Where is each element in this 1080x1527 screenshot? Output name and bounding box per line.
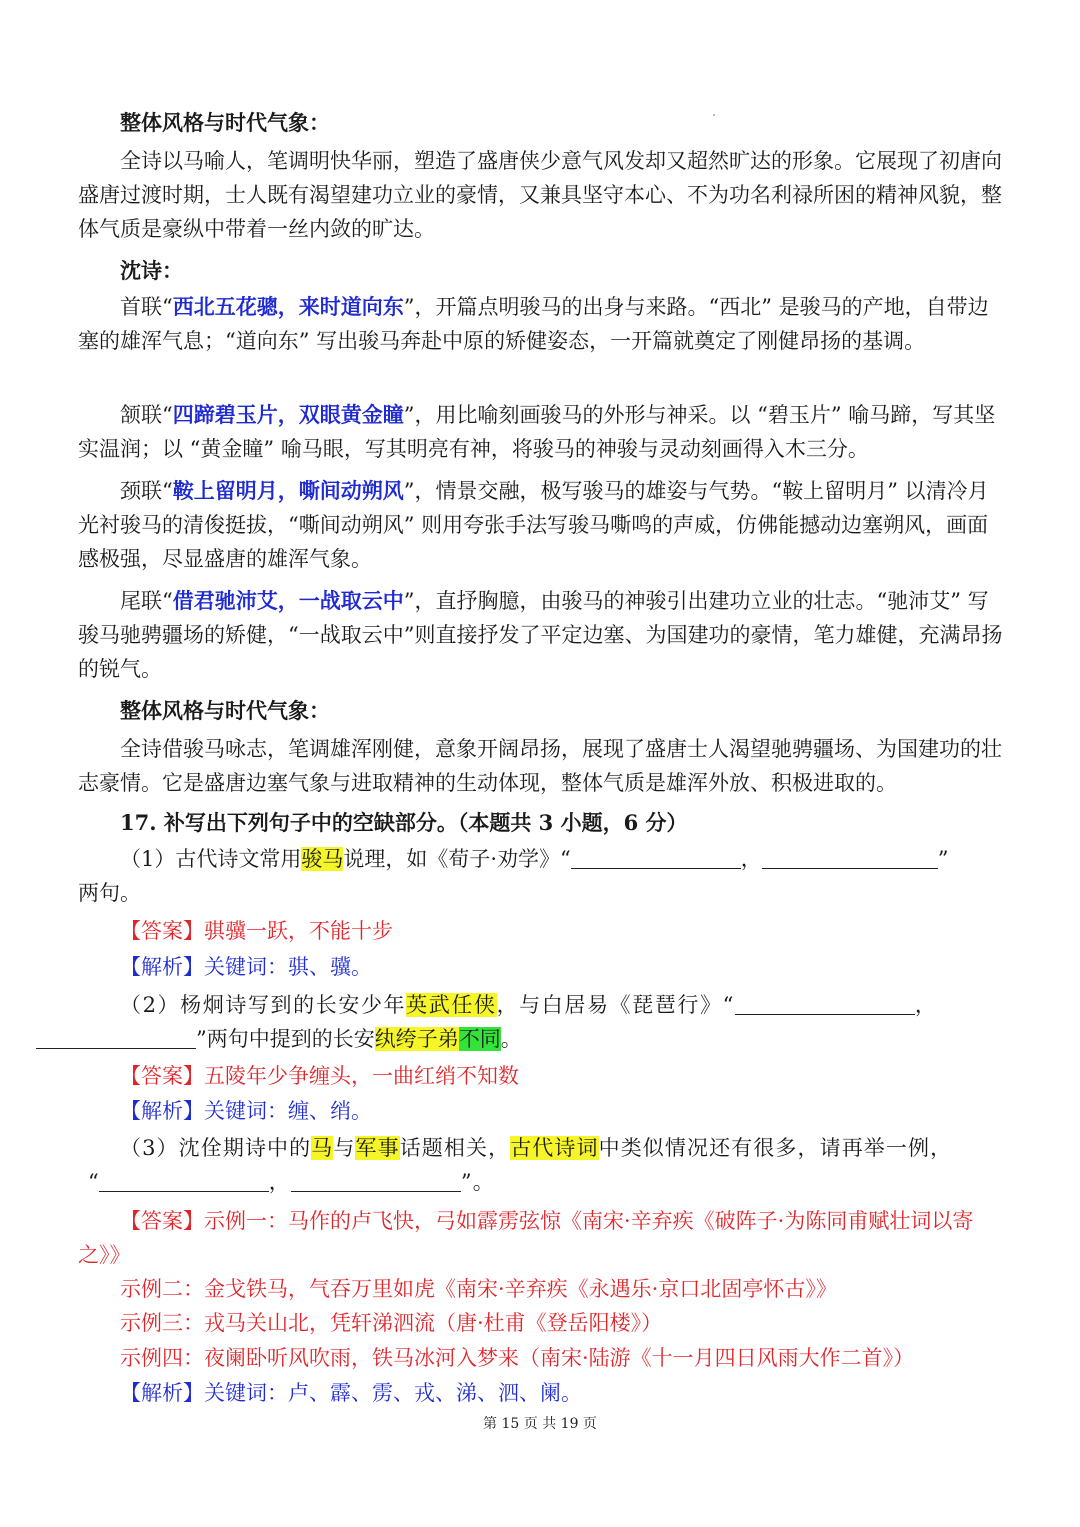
q1-text-b: 说理，如《荀子·劝学》“ [343,847,571,871]
q1-highlight: 骏马 [301,847,344,871]
q3-text-d: 中类似情况还有很多，请再举一例， [598,1136,953,1160]
shoulian-prefix: 首联“ [120,295,173,319]
jinglian-quote: 鞍上留明月，嘶间动朔风 [172,478,404,503]
explanation-tag: 【解析】 [120,1381,204,1405]
q1-sep: ， [740,847,762,871]
question-17-title: 17. 补写出下列句子中的空缺部分。（本题共 3 小题，6 分） [120,810,688,835]
hanlian-quote: 四蹄碧玉片，双眼黄金瞳 [172,402,404,427]
answer-blank[interactable] [571,848,741,869]
q2-highlight-3: 不同 [458,1027,501,1051]
paragraph-weilian [78,584,1003,686]
q3-sep: ， [268,1170,291,1194]
answer-3 [78,1204,1003,1272]
answer-example-3: 示例三：戎马关山北，凭轩涕泗流（唐·杜甫《登岳阳楼》） [120,1311,663,1335]
q1-tail: 两句。 [78,881,141,905]
q3-open: “ [88,1170,99,1194]
shoulian-quote: 西北五花骢，来时道向东 [172,294,404,319]
answer-example-2: 示例二：金戈铁马，气吞万里如虎《南宋·辛弃疾《永遇乐·京口北固亭怀古》》 [120,1277,837,1301]
explanation-tag: 【解析】 [120,955,204,979]
answer-blank[interactable] [735,994,915,1015]
hanlian-text: ”，用比喻刻画骏马的外形与神采。以 “碧玉片” 喻马蹄，写其坚实温润；以 “黄金瞳” 喻马眼，写其明亮有神，将骏马的神骏与灵动刻画得入木三分。 [78,403,996,461]
weilian-text: ”，直抒胸臆，由骏马的神骏引出建功立业的壮志。“驰沛艾” 写骏马驰骋疆场的矫健，“一战取云中”则直接抒发了平定边塞、为国建功的豪情，笔力雄健，充满昂扬的锐气。 [78,589,1003,681]
answer-text: 骐骥一跃，不能十步 [204,919,393,943]
answer-1 [78,914,1003,948]
explanation-tag: 【解析】 [120,1099,204,1123]
q3-end: ”。 [460,1170,495,1194]
answer-2 [78,1059,1003,1093]
answer-tag: 【答案】 [120,919,204,943]
hanlian-prefix: 颔联“ [120,403,173,427]
answer-tag: 【答案】 [120,1209,204,1233]
q2-highlight-2: 纨绔子弟 [374,1027,459,1051]
explanation-1 [78,950,1003,984]
answer-blank[interactable] [762,848,938,869]
q1-text-a: （1）古代诗文常用 [120,847,302,871]
question-17-2 [78,988,1003,1056]
q2-sep: ， [914,993,938,1017]
weilian-prefix: 尾联“ [120,589,173,613]
q2-text-a: （2）杨炯诗写到的长安少年 [120,993,407,1017]
jinglian-prefix: 颈联“ [120,479,173,503]
question-17-1 [78,842,1003,910]
answer-example-1: 示例一：马作的卢飞快，弓如霹雳弦惊《南宋·辛弃疾《破阵子·为陈同甫赋壮词以寄之》》 [78,1209,974,1267]
paragraph-shoulian [78,290,1003,358]
q3-text-a: （3）沈佺期诗中的 [120,1136,312,1160]
explanation-text: 关键词：卢、霹、雳、戎、涕、泗、阑。 [204,1381,582,1405]
jinglian-text: ”，情景交融，极写骏马的雄姿与气势。“鞍上留明月” 以清冷月光衬骏马的清俊挺拔，“嘶间动朔风” 则用夸张手法写骏马嘶鸣的声威，仿佛能撼动边塞朔风，画面感极强，尽显盛唐的雄浑气象。 [78,479,989,571]
q3-text-c: 话题相关， [399,1136,511,1160]
answer-blank[interactable] [291,1171,461,1192]
answer-blank[interactable] [36,1028,196,1049]
answer-tag: 【答案】 [120,1064,204,1088]
explanation-text: 关键词：缠、绡。 [204,1099,372,1123]
paragraph-summary: 全诗借骏马咏志，笔调雄浑刚健，意象开阔昂扬，展现了盛唐士人渴望驰骋疆场、为国建功的壮志豪情。它是盛唐边塞气象与进取精神的生动体现，整体气质是雄浑外放、积极进取的。 [78,737,1002,795]
page-footer: 第 15 页 共 19 页 [483,1416,597,1432]
answer-text: 五陵年少争缠头，一曲红绡不知数 [204,1064,519,1088]
explanation-2 [78,1094,1003,1128]
q3-highlight-2: 军事 [355,1136,400,1160]
shoulian-text: ”，开篇点明骏马的出身与来路。“西北” 是骏马的产地，自带边塞的雄浑气息；“道向东” 写出骏马奔赴中原的矫健姿态，一开篇就奠定了刚健昂扬的基调。 [78,295,989,353]
q2-end: 。 [500,1027,524,1051]
q3-highlight-3: 古代诗词 [510,1136,599,1160]
section-heading: 整体风格与时代气象： [120,110,330,135]
q2-text-c: ”两句中提到的长安 [196,1027,375,1051]
paragraph-summary-prev: 全诗以马喻人，笔调明快华丽，塑造了盛唐侠少意气风发却又超然旷达的形象。它展现了初唐向盛唐过渡时期，士人既有渴望建功立业的豪情，又兼具坚守本心、不为功名利禄所困的精神风貌，整体气质是豪纵中带着一丝内敛的旷达。 [78,149,1002,241]
explanation-text: 关键词：骐、骥。 [204,955,372,979]
shen-label: 沈诗： [120,258,183,283]
paragraph-jinglian [78,474,1003,576]
q2-highlight-1: 英武任侠 [406,993,497,1017]
weilian-quote: 借君驰沛艾，一战取云中 [172,588,404,613]
question-17-3 [78,1131,1003,1199]
answer-blank[interactable] [99,1171,269,1192]
section-heading-2: 整体风格与时代气象： [120,698,330,723]
q3-highlight-1: 马 [311,1136,334,1160]
q1-end: ” [937,847,949,871]
q2-text-b: ，与白居易《琵琶行》“ [496,993,735,1017]
paragraph-hanlian [78,398,1003,466]
answer-example-4: 示例四：夜阑卧听风吹雨，铁马冰河入梦来（南宋·陆游《十一月四日风雨大作二首》） [120,1346,915,1370]
q3-text-b: 与 [333,1136,356,1160]
explanation-3 [78,1376,1003,1410]
